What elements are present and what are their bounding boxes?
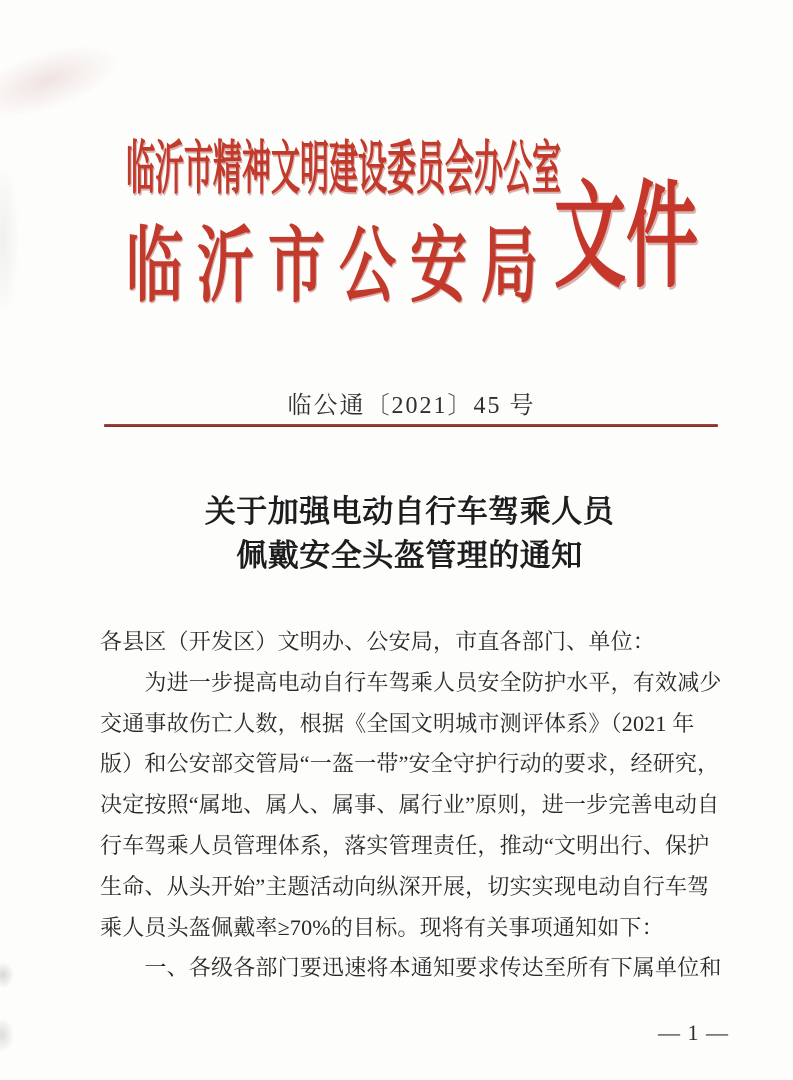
body-line: 版）和公安部交管局“一盔一带”安全守护行动的要求，经研究， (100, 751, 720, 777)
body-line: 决定按照“属地、属人、属事、属行业”原则，进一步完善电动自 (100, 792, 720, 818)
red-separator-rule (104, 424, 718, 427)
body-line: 为进一步提高电动自行车驾乘人员安全防护水平，有效减少 (100, 669, 722, 695)
body-line: 生命、从头开始”主题活动向纵深开展，切实实现电动自行车驾 (100, 873, 710, 899)
body-line: 乘人员头盔佩戴率≥70%的目标。现将有关事项通知如下： (100, 914, 664, 940)
title-line-2: 佩戴安全头盔管理的通知 (236, 538, 583, 573)
body-line: 交通事故伤亡人数，根据《全国文明城市测评体系》（2021 年 (100, 710, 695, 736)
scan-smudge-top-left (0, 30, 127, 132)
scan-smudge-bottom-left-1 (0, 962, 14, 988)
body-line: 行车驾乘人员管理体系，落实管理责任，推动“文明出行、保护 (100, 832, 710, 858)
issuing-org-secondary-name: 临沂市公安局 (126, 221, 552, 313)
document-type-label: 文件 (554, 173, 699, 302)
body-item-one-line: 一、各级各部门要迅速将本通知要求传达至所有下属单位和 (100, 955, 722, 981)
scan-smudge-left-edge (0, 160, 20, 320)
issuing-org-primary-name: 临沂市精神文明建设委员会办公室 (126, 138, 562, 202)
document-title (0, 490, 793, 578)
scan-smudge-bottom-left-2 (0, 1018, 14, 1052)
document-reference-number: 临公通〔2021〕45 号 (287, 393, 536, 419)
title-line-1: 关于加强电动自行车驾乘人员 (204, 494, 615, 529)
document-body (100, 622, 725, 989)
page-number: — 1 — (658, 1020, 729, 1045)
body-salutation-line: 各县区（开发区）文明办、公安局，市直各部门、单位： (100, 629, 656, 654)
